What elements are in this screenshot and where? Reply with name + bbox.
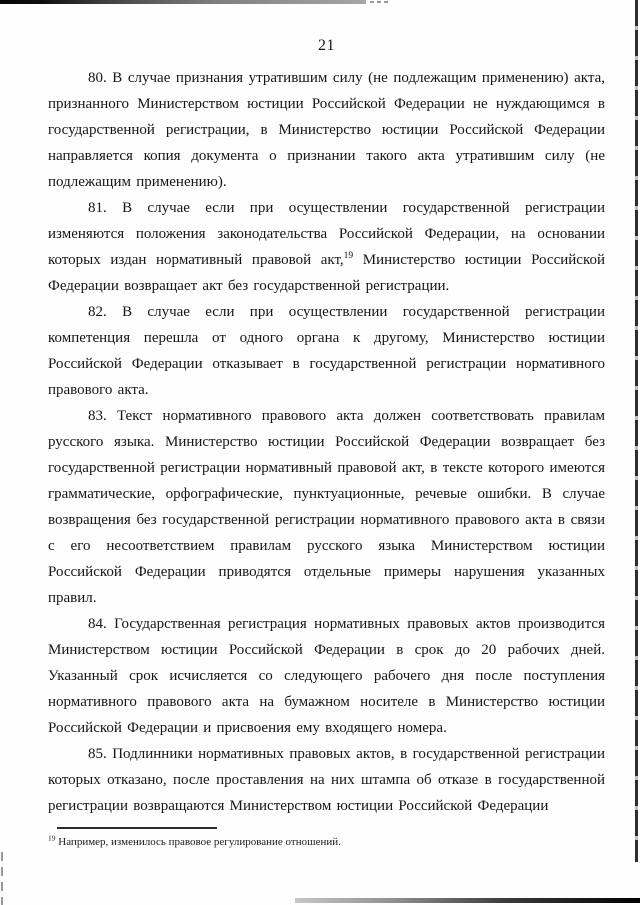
scan-artifact-dot (384, 1, 388, 3)
footnote-reference-19: 19 (343, 251, 354, 261)
paragraph-84: 84. Государственная регистрация нормативных правовых актов производится Министерством юстиции Российской Федерации в срок до 20 рабочих дней. Указанный срок исчисляется со следующего рабочего дня после поступления нормативного правового акта на бумажном носителе в Министерство юстиции Российской Федерации и присвоения ему входящего номера. (48, 616, 605, 736)
paragraph-85: 85. Подлинники нормативных правовых актов, в государственной регистрации которых отказано, после проставления на них штампа об отказе в государственной регистрации возвращаются Министерством юстиции Российской Федерации (48, 746, 605, 814)
paragraph-81-text-after: Министерство юстиции Российской Федерации возвращает акт без государственной регистрации. (48, 252, 605, 294)
paragraph-81-text-before: 81. В случае если при осуществлении государственной регистрации изменяются положения законодательства Российской Федерации, на основании которых издан нормативный правовой акт, (48, 200, 605, 268)
footnote-body: Например, изменилось правовое регулирование отношений. (58, 836, 341, 848)
document-body (48, 65, 605, 819)
scan-artifact-bottom-bar (295, 898, 640, 903)
footnote-separator-rule (57, 827, 217, 829)
scan-artifact-top-bar (0, 0, 366, 4)
footnote-marker-19: 19 (48, 833, 56, 843)
scan-artifact-right-edge (635, 0, 638, 862)
paragraph-80: 80. В случае признания утратившим силу (не подлежащим применению) акта, признанного Министерством юстиции Российской Федерации не нуждающимся в государственной регистрации, в Министерство юстиции Российской Федерации направляется копия документа о признании такого акта утратившим силу (не подлежащим применению). (48, 70, 605, 190)
footnote-block (48, 827, 605, 849)
footnote-text (48, 835, 605, 849)
page-number: 21 (318, 37, 335, 54)
scan-artifact-left-edge (1, 852, 3, 905)
paragraph-81 (48, 195, 605, 299)
paragraph-82: 82. В случае если при осуществлении государственной регистрации компетенция перешла от одного органа к другому, Министерство юстиции Российской Федерации отказывает в государственной регистрации нормативного правового акта. (48, 304, 605, 398)
scan-artifact-dot (370, 1, 374, 3)
paragraph-83: 83. Текст нормативного правового акта должен соответствовать правилам русского языка. Министерство юстиции Российской Федерации возвращает без государственной регистрации нормативный правовой акт, в тексте которого имеются грамматические, орфографические, пунктуационные, речевые ошибки. В случае возвращения без государственной регистрации нормативного правового акта в связи с его несоответствием правилам русского языка Министерством юстиции Российской Федерации приводятся отдельные примеры нарушения указанных правил. (48, 408, 605, 606)
scan-artifact-dot (377, 1, 381, 3)
